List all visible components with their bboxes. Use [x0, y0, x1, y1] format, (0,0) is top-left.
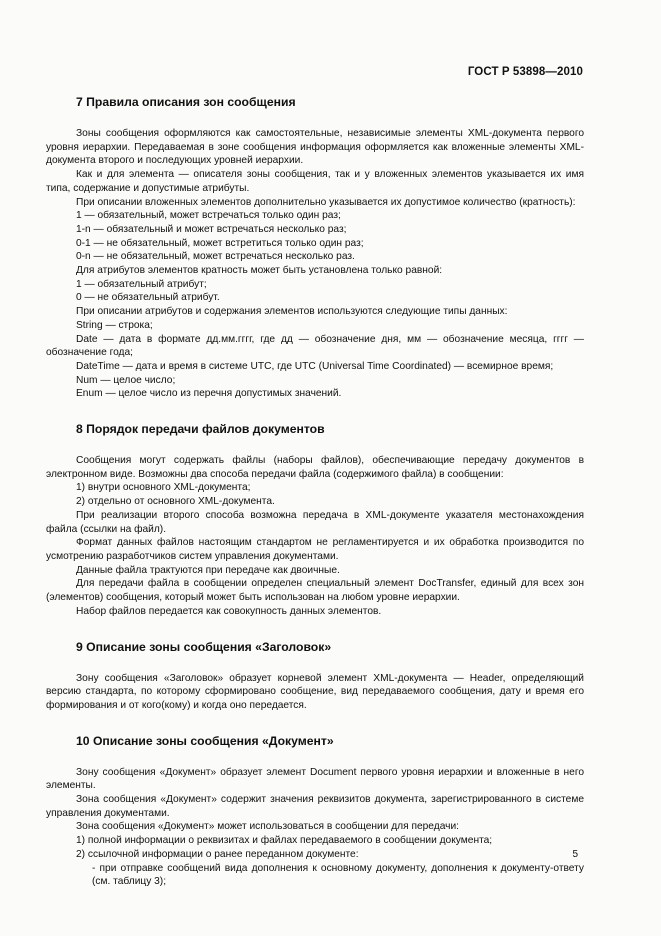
- list-item: - при отправке сообщений вида дополнения к основному документу, дополнения к документу-ответу (см. таблицу 3);: [92, 862, 584, 888]
- paragraph: При описании вложенных элементов дополнительно указывается их допустимое количество (кратность):: [76, 196, 576, 208]
- page-number: 5: [572, 849, 578, 860]
- list-item: 0 — не обязательный атрибут.: [76, 292, 220, 304]
- list-item: 1) внутри основного XML-документа;: [76, 482, 251, 494]
- paragraph: Для атрибутов элементов кратность может быть установлена только равной:: [76, 265, 443, 277]
- paragraph: Сообщения могут содержать файлы (наборы файлов), обеспечивающие передачу документов в электронном виде. Возможны два способа передачи файла (содержимого файла) в сообщении:: [46, 455, 584, 480]
- section-8-heading: 8 Порядок передачи файлов документов: [76, 422, 325, 437]
- paragraph: Набор файлов передается как совокупность данных элементов.: [76, 605, 382, 617]
- paragraph: Зону сообщения «Заголовок» образует корневой элемент XML-документа — Header, определяющий версию стандарта, по которому сформировано сообщение, вид передаваемого сообщения, дату и время его формирования и от кого(кому) и когда оно передается.: [46, 672, 584, 711]
- paragraph: Для передачи файла в сообщении определен специальный элемент DocTransfer, единый для всех зон (элементов) сообщения, который может быть использован на любом уровне иерархии.: [46, 578, 584, 604]
- paragraph: Формат данных файлов настоящим стандартом не регламентируется и их обработка производится по усмотрению разработчиков систем управления документами.: [46, 537, 584, 562]
- page-content: [46, 94, 584, 889]
- list-item: 0-1 — не обязательный, может встретиться только один раз;: [76, 237, 364, 249]
- list-item: 2) ссылочной информации о ранее переданном документе:: [76, 848, 359, 860]
- section-7-heading: 7 Правила описания зон сообщения: [76, 95, 296, 109]
- list-item: DateTime — дата и время в системе UTC, где UTC (Universal Time Coordinated) — всемирное время;: [76, 360, 554, 372]
- list-item: Date — дата в формате дд.мм.гггг, где дд — обозначение дня, мм — обозначение месяца, гггг — обозначение года;: [46, 333, 584, 359]
- list-item: String — строка;: [76, 319, 153, 331]
- paragraph: При описании атрибутов и содержания элементов используются следующие типы данных:: [76, 306, 508, 318]
- list-item: 1 — обязательный, может встречаться только один раз;: [76, 210, 341, 222]
- list-item: Enum — целое число из перечня допустимых значений.: [76, 388, 342, 400]
- paragraph: Зону сообщения «Документ» образует элемент Document первого уровня иерархии и вложенные в него элементы.: [46, 766, 584, 792]
- standard-header: ГОСТ Р 53898—2010: [467, 66, 583, 78]
- section-10-heading: 10 Описание зоны сообщения «Документ»: [76, 733, 334, 748]
- paragraph: Зона сообщения «Документ» содержит значения реквизитов документа, зарегистрированного в системе управления документами.: [46, 794, 584, 819]
- section-9-heading: 9 Описание зоны сообщения «Заголовок»: [76, 639, 332, 654]
- paragraph: Данные файла трактуются при передаче как двоичные.: [76, 564, 340, 576]
- paragraph: Зоны сообщения оформляются как самостоятельные, независимые элементы XML-документа первого уровня иерархии. Передаваемая в зоне сообщения информация оформляется как вложенные элементы XML-документа второго и последующих уровней иерархии.: [46, 128, 584, 167]
- paragraph: При реализации второго способа возможна передача в XML-документе указателя местонахождения файла (ссылки на файл).: [46, 509, 584, 535]
- list-item: 1-n — обязательный и может встречаться несколько раз;: [76, 223, 347, 235]
- paragraph: Как и для элемента — описателя зоны сообщения, так и у вложенных элементов указывается их имя типа, содержание и допустимые атрибуты.: [46, 169, 584, 194]
- list-item: 2) отдельно от основного XML-документа.: [76, 496, 275, 508]
- paragraph: Зона сообщения «Документ» может использоваться в сообщении для передачи:: [76, 821, 459, 833]
- list-item: 1) полной информации о реквизитах и файлах передаваемого в сообщении документа;: [76, 835, 493, 847]
- list-item: 1 — обязательный атрибут;: [76, 278, 207, 290]
- list-item: Num — целое число;: [76, 374, 176, 386]
- list-item: 0-n — не обязательный, может встречаться несколько раз.: [76, 251, 355, 263]
